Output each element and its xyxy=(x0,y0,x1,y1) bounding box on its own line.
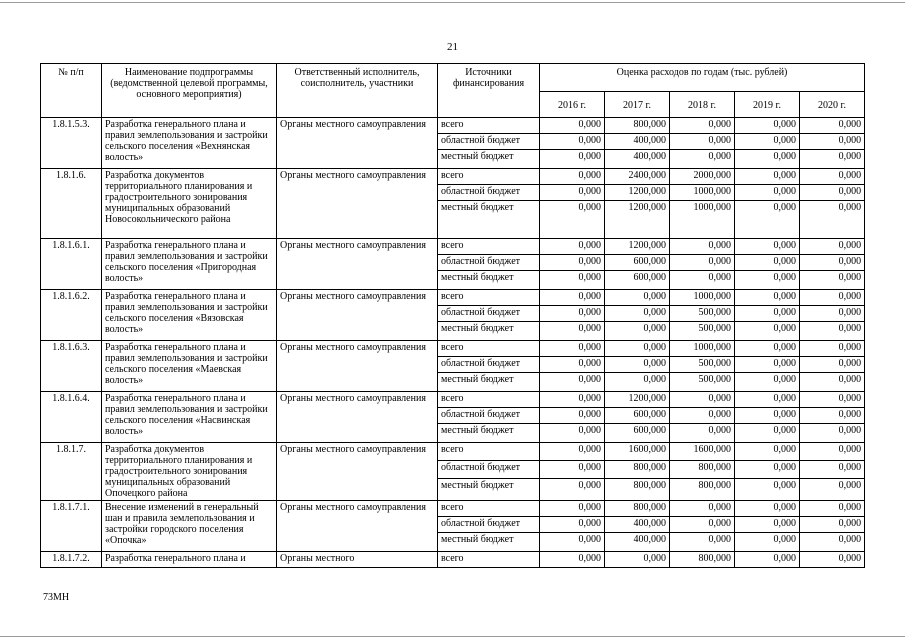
amount-cell: 0,000 xyxy=(670,392,735,408)
amount-cell: 0,000 xyxy=(540,150,605,169)
amount-cell: 0,000 xyxy=(735,290,800,306)
amount-cell: 1600,000 xyxy=(605,443,670,461)
item-responsible: Органы местного самоуправления xyxy=(277,341,438,392)
amount-cell: 500,000 xyxy=(670,373,735,392)
header-responsible: Ответственный исполнитель, соисполнитель, участники xyxy=(277,64,438,118)
amount-cell: 0,000 xyxy=(605,552,670,568)
table-row xyxy=(41,169,865,185)
amount-cell: 0,000 xyxy=(605,290,670,306)
amount-cell: 0,000 xyxy=(800,552,865,568)
item-name: Разработка документов территориального планирования и градостроительного зонирования муниципальных образований Опочецкого района xyxy=(102,443,277,501)
amount-cell: 0,000 xyxy=(605,322,670,341)
amount-cell: 0,000 xyxy=(670,424,735,443)
amount-cell: 600,000 xyxy=(605,408,670,424)
funding-source: всего xyxy=(438,118,540,134)
amount-cell: 0,000 xyxy=(735,255,800,271)
table-row xyxy=(41,118,865,134)
amount-cell: 1000,000 xyxy=(670,341,735,357)
amount-cell: 1000,000 xyxy=(670,201,735,239)
funding-source: местный бюджет xyxy=(438,322,540,341)
header-estimate: Оценка расходов по годам (тыс. рублей) xyxy=(540,64,865,92)
amount-cell: 0,000 xyxy=(800,479,865,501)
amount-cell: 0,000 xyxy=(540,322,605,341)
funding-source: местный бюджет xyxy=(438,373,540,392)
amount-cell: 400,000 xyxy=(605,134,670,150)
funding-source: всего xyxy=(438,552,540,568)
item-name: Разработка генерального плана и правил землепользования и застройки сельского поселения «Пригородная волость» xyxy=(102,239,277,290)
item-number: 1.8.1.6.2. xyxy=(41,290,102,341)
funding-source: всего xyxy=(438,169,540,185)
amount-cell: 400,000 xyxy=(605,517,670,533)
amount-cell: 0,000 xyxy=(800,517,865,533)
funding-source: местный бюджет xyxy=(438,201,540,239)
amount-cell: 0,000 xyxy=(800,501,865,517)
item-name: Разработка генерального плана и правил землепользования и застройки сельского поселения «Вехнянская волость» xyxy=(102,118,277,169)
amount-cell: 0,000 xyxy=(735,552,800,568)
amount-cell: 0,000 xyxy=(540,479,605,501)
amount-cell: 0,000 xyxy=(735,118,800,134)
item-name: Разработка генерального плана и xyxy=(102,552,277,568)
amount-cell: 0,000 xyxy=(735,501,800,517)
amount-cell: 0,000 xyxy=(735,306,800,322)
header-sources: Источники финансирования xyxy=(438,64,540,118)
amount-cell: 1200,000 xyxy=(605,201,670,239)
amount-cell: 800,000 xyxy=(605,501,670,517)
table-row xyxy=(41,552,865,568)
funding-source: всего xyxy=(438,239,540,255)
scan-edge-bottom xyxy=(0,636,905,637)
amount-cell: 0,000 xyxy=(540,271,605,290)
amount-cell: 0,000 xyxy=(735,201,800,239)
funding-source: местный бюджет xyxy=(438,424,540,443)
funding-source: областной бюджет xyxy=(438,255,540,271)
amount-cell: 0,000 xyxy=(735,392,800,408)
item-responsible: Органы местного самоуправления xyxy=(277,392,438,443)
funding-source: областной бюджет xyxy=(438,461,540,479)
amount-cell: 0,000 xyxy=(540,185,605,201)
amount-cell: 1000,000 xyxy=(670,290,735,306)
amount-cell: 400,000 xyxy=(605,533,670,552)
amount-cell: 0,000 xyxy=(800,201,865,239)
amount-cell: 0,000 xyxy=(735,461,800,479)
funding-source: местный бюджет xyxy=(438,533,540,552)
header-year: 2020 г. xyxy=(800,92,865,118)
table-row xyxy=(41,443,865,461)
amount-cell: 0,000 xyxy=(800,322,865,341)
amount-cell: 0,000 xyxy=(735,479,800,501)
amount-cell: 0,000 xyxy=(605,306,670,322)
amount-cell: 800,000 xyxy=(670,461,735,479)
table-row xyxy=(41,290,865,306)
amount-cell: 1200,000 xyxy=(605,392,670,408)
amount-cell: 0,000 xyxy=(735,341,800,357)
amount-cell: 0,000 xyxy=(540,424,605,443)
table-row xyxy=(41,501,865,517)
amount-cell: 0,000 xyxy=(540,392,605,408)
table-row xyxy=(41,392,865,408)
amount-cell: 0,000 xyxy=(540,373,605,392)
amount-cell: 800,000 xyxy=(605,479,670,501)
document-code: 73МН xyxy=(43,592,70,603)
amount-cell: 0,000 xyxy=(540,201,605,239)
amount-cell: 0,000 xyxy=(800,118,865,134)
amount-cell: 0,000 xyxy=(800,373,865,392)
amount-cell: 0,000 xyxy=(540,290,605,306)
amount-cell: 600,000 xyxy=(605,424,670,443)
amount-cell: 0,000 xyxy=(605,357,670,373)
amount-cell: 0,000 xyxy=(540,533,605,552)
funding-source: местный бюджет xyxy=(438,271,540,290)
header-year: 2018 г. xyxy=(670,92,735,118)
amount-cell: 0,000 xyxy=(735,134,800,150)
funding-source: всего xyxy=(438,443,540,461)
amount-cell: 600,000 xyxy=(605,271,670,290)
amount-cell: 0,000 xyxy=(540,461,605,479)
header-year: 2016 г. xyxy=(540,92,605,118)
header-year: 2017 г. xyxy=(605,92,670,118)
item-responsible: Органы местного самоуправления xyxy=(277,443,438,501)
budget-table xyxy=(40,63,865,568)
amount-cell: 0,000 xyxy=(670,271,735,290)
funding-source: областной бюджет xyxy=(438,134,540,150)
amount-cell: 0,000 xyxy=(800,150,865,169)
funding-source: областной бюджет xyxy=(438,185,540,201)
item-number: 1.8.1.6.3. xyxy=(41,341,102,392)
amount-cell: 0,000 xyxy=(540,552,605,568)
amount-cell: 0,000 xyxy=(540,408,605,424)
amount-cell: 0,000 xyxy=(735,322,800,341)
amount-cell: 0,000 xyxy=(670,408,735,424)
amount-cell: 0,000 xyxy=(540,501,605,517)
page-number: 21 xyxy=(447,41,458,53)
amount-cell: 0,000 xyxy=(800,169,865,185)
amount-cell: 0,000 xyxy=(800,290,865,306)
item-number: 1.8.1.6.1. xyxy=(41,239,102,290)
item-number: 1.8.1.6.4. xyxy=(41,392,102,443)
item-number: 1.8.1.7. xyxy=(41,443,102,501)
amount-cell: 0,000 xyxy=(735,271,800,290)
amount-cell: 0,000 xyxy=(605,373,670,392)
table-row xyxy=(41,239,865,255)
funding-source: всего xyxy=(438,501,540,517)
amount-cell: 0,000 xyxy=(800,392,865,408)
amount-cell: 0,000 xyxy=(735,239,800,255)
amount-cell: 0,000 xyxy=(670,150,735,169)
amount-cell: 0,000 xyxy=(670,533,735,552)
amount-cell: 0,000 xyxy=(735,373,800,392)
amount-cell: 0,000 xyxy=(735,443,800,461)
funding-source: всего xyxy=(438,341,540,357)
funding-source: местный бюджет xyxy=(438,150,540,169)
amount-cell: 0,000 xyxy=(540,169,605,185)
funding-source: областной бюджет xyxy=(438,408,540,424)
amount-cell: 0,000 xyxy=(605,341,670,357)
amount-cell: 0,000 xyxy=(670,134,735,150)
amount-cell: 0,000 xyxy=(540,134,605,150)
item-number: 1.8.1.5.3. xyxy=(41,118,102,169)
amount-cell: 0,000 xyxy=(800,134,865,150)
amount-cell: 0,000 xyxy=(540,341,605,357)
amount-cell: 0,000 xyxy=(540,357,605,373)
amount-cell: 800,000 xyxy=(670,479,735,501)
item-responsible: Органы местного самоуправления xyxy=(277,501,438,552)
amount-cell: 0,000 xyxy=(670,255,735,271)
amount-cell: 0,000 xyxy=(800,424,865,443)
amount-cell: 0,000 xyxy=(800,271,865,290)
amount-cell: 0,000 xyxy=(540,118,605,134)
header-num: № п/п xyxy=(41,64,102,118)
amount-cell: 0,000 xyxy=(800,357,865,373)
item-number: 1.8.1.7.2. xyxy=(41,552,102,568)
amount-cell: 0,000 xyxy=(800,306,865,322)
amount-cell: 0,000 xyxy=(670,517,735,533)
scan-edge-top xyxy=(0,2,905,3)
item-number: 1.8.1.7.1. xyxy=(41,501,102,552)
amount-cell: 800,000 xyxy=(605,461,670,479)
item-number: 1.8.1.6. xyxy=(41,169,102,239)
amount-cell: 0,000 xyxy=(800,408,865,424)
amount-cell: 0,000 xyxy=(800,443,865,461)
item-responsible: Органы местного самоуправления xyxy=(277,239,438,290)
amount-cell: 0,000 xyxy=(735,533,800,552)
amount-cell: 0,000 xyxy=(540,306,605,322)
amount-cell: 1000,000 xyxy=(670,185,735,201)
amount-cell: 2400,000 xyxy=(605,169,670,185)
funding-source: всего xyxy=(438,290,540,306)
funding-source: областной бюджет xyxy=(438,306,540,322)
amount-cell: 0,000 xyxy=(735,424,800,443)
amount-cell: 0,000 xyxy=(735,357,800,373)
amount-cell: 1200,000 xyxy=(605,239,670,255)
amount-cell: 0,000 xyxy=(540,443,605,461)
amount-cell: 800,000 xyxy=(670,552,735,568)
item-responsible: Органы местного самоуправления xyxy=(277,169,438,239)
header-year: 2019 г. xyxy=(735,92,800,118)
funding-source: всего xyxy=(438,392,540,408)
amount-cell: 500,000 xyxy=(670,306,735,322)
amount-cell: 0,000 xyxy=(735,169,800,185)
funding-source: местный бюджет xyxy=(438,479,540,501)
funding-source: областной бюджет xyxy=(438,517,540,533)
amount-cell: 0,000 xyxy=(800,341,865,357)
amount-cell: 0,000 xyxy=(800,533,865,552)
item-name: Разработка генерального плана и правил землепользования и застройки сельского поселения «Насвинская волость» xyxy=(102,392,277,443)
item-responsible: Органы местного самоуправления xyxy=(277,290,438,341)
amount-cell: 0,000 xyxy=(540,517,605,533)
amount-cell: 1600,000 xyxy=(670,443,735,461)
table-row xyxy=(41,341,865,357)
amount-cell: 0,000 xyxy=(735,517,800,533)
amount-cell: 600,000 xyxy=(605,255,670,271)
amount-cell: 0,000 xyxy=(735,408,800,424)
header-name: Наименование подпрограммы (ведомственной целевой программы, основного мероприятия) xyxy=(102,64,277,118)
amount-cell: 0,000 xyxy=(670,501,735,517)
item-name: Разработка генерального плана и правил землепользования и застройки сельского поселения «Вязовская волость» xyxy=(102,290,277,341)
amount-cell: 0,000 xyxy=(735,150,800,169)
item-name: Разработка генерального плана и правил землепользования и застройки сельского поселения «Маевская волость» xyxy=(102,341,277,392)
amount-cell: 500,000 xyxy=(670,357,735,373)
amount-cell: 0,000 xyxy=(670,118,735,134)
amount-cell: 0,000 xyxy=(800,239,865,255)
amount-cell: 2000,000 xyxy=(670,169,735,185)
amount-cell: 0,000 xyxy=(540,239,605,255)
amount-cell: 0,000 xyxy=(540,255,605,271)
funding-source: областной бюджет xyxy=(438,357,540,373)
item-responsible: Органы местного xyxy=(277,552,438,568)
amount-cell: 0,000 xyxy=(735,185,800,201)
amount-cell: 0,000 xyxy=(670,239,735,255)
amount-cell: 0,000 xyxy=(800,461,865,479)
amount-cell: 0,000 xyxy=(800,255,865,271)
amount-cell: 0,000 xyxy=(800,185,865,201)
amount-cell: 400,000 xyxy=(605,150,670,169)
amount-cell: 800,000 xyxy=(605,118,670,134)
amount-cell: 500,000 xyxy=(670,322,735,341)
item-responsible: Органы местного самоуправления xyxy=(277,118,438,169)
item-name: Разработка документов территориального планирования и градостроительного зонирования муниципальных образований Новосокольнического района xyxy=(102,169,277,239)
amount-cell: 1200,000 xyxy=(605,185,670,201)
item-name: Внесение изменений в генеральный шан и правила землепользования и застройки городского поселения «Опочка» xyxy=(102,501,277,552)
